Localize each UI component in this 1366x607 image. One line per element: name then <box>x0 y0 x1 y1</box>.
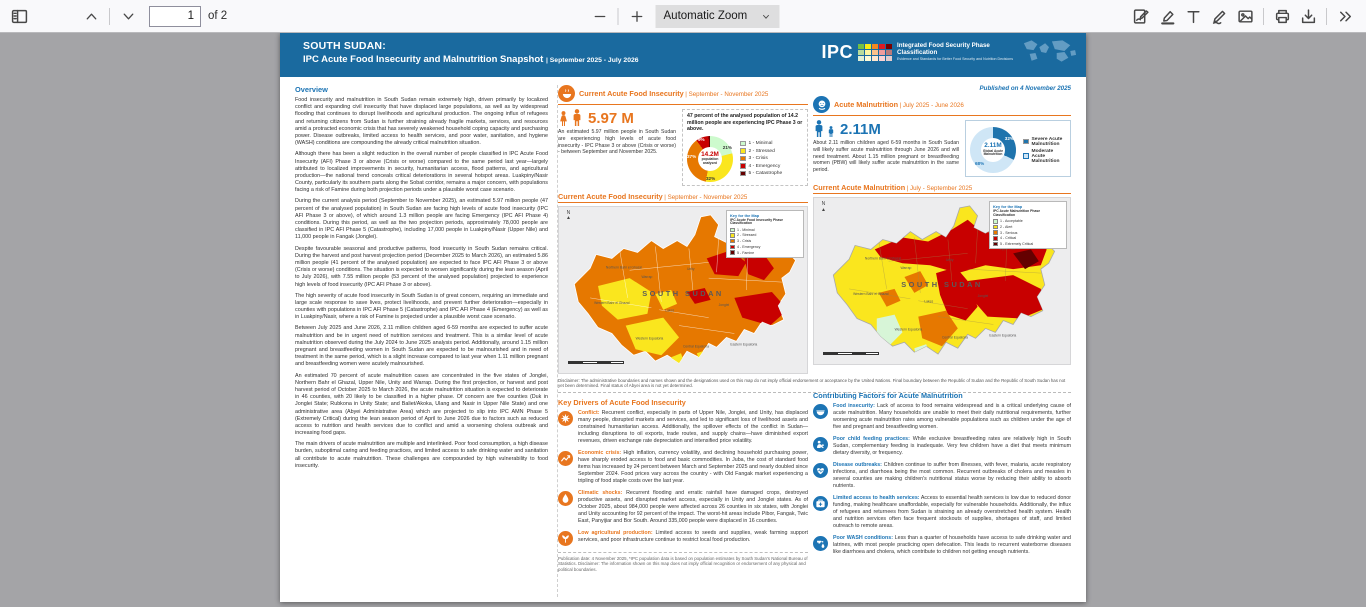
map-scale-bar <box>568 361 624 364</box>
factor-item-poor-child-feeding <box>813 436 1071 457</box>
overview-column <box>295 85 558 597</box>
map-state-label: Central Equatoria <box>942 335 969 340</box>
print-button[interactable] <box>1269 3 1295 29</box>
amn-donut-panel <box>965 120 1071 177</box>
published-date: Published on 4 November 2025 <box>979 85 1071 92</box>
donut-label: 32% <box>1004 136 1014 141</box>
pencil-icon <box>1211 8 1228 25</box>
food-bowl-icon <box>558 85 575 102</box>
legend-swatch <box>730 233 735 238</box>
driver-item-economic-crisis <box>558 450 808 485</box>
legend-label: 4 - Emergency <box>737 244 761 249</box>
legend-swatch <box>740 163 746 169</box>
save-button[interactable] <box>1295 3 1321 29</box>
map-legend-title: Key for the Map <box>730 212 760 218</box>
legend-label: Severe Acute Malnutrition <box>1031 136 1063 147</box>
legend-label: 1 - Acceptable <box>1000 219 1023 224</box>
amn-donut-legend <box>1023 137 1066 164</box>
water-tap-icon <box>813 536 828 551</box>
next-page-button[interactable] <box>115 3 141 29</box>
legend-swatch <box>740 148 746 154</box>
map-state-label: Eastern Equatoria <box>989 333 1017 338</box>
minus-icon <box>592 9 607 24</box>
legend-swatch <box>740 141 746 147</box>
ipc-logo-tagline: Evidence and Standards for Better Food Security and Nutrition Decisions <box>897 57 1014 62</box>
compass-north-icon: N ▲ <box>821 201 826 213</box>
add-text-button[interactable] <box>1180 3 1206 29</box>
legend-swatch <box>730 239 735 244</box>
donut-label: 68% <box>975 161 985 166</box>
document-header <box>280 33 1086 77</box>
document-page <box>280 33 1086 602</box>
afi-map-legend <box>726 210 804 258</box>
compass-north-icon: N ▲ <box>566 209 571 221</box>
ipc-logo <box>821 37 1078 67</box>
image-icon <box>1237 8 1254 25</box>
legend-label: 3 - Crisis <box>737 239 752 244</box>
map-scale-bar <box>823 352 879 355</box>
zoom-in-button[interactable] <box>624 3 650 29</box>
previous-page-button[interactable] <box>78 3 104 29</box>
medical-kit-icon <box>813 496 828 511</box>
download-icon <box>1300 8 1317 25</box>
afi-map <box>558 206 808 374</box>
economic-crisis-icon <box>558 451 573 466</box>
map-state-label: Northern Bahr el Ghazal <box>864 256 901 261</box>
document-body <box>280 77 1086 602</box>
driver-label: Economic crisis: <box>578 449 622 456</box>
factor-text: Less than a quarter of households have access to safe drinking water and latrines, with most people practicing open defecation. This leads to recurrent waterborne diseases like diarrhoea and cholera, which contribute to children not getting enough nutrients. <box>833 534 1071 555</box>
publication-footnote: Publication date: 4 November 2025, *IPC population data is based on population estimates by South Sudan's National Bureau of Statistics. Disclaimer: The information shown on this map does not imply official recognition or endorsement of any physical and political boundaries. <box>558 552 808 573</box>
chevron-down-icon <box>761 11 772 22</box>
legend-swatch <box>1023 153 1029 159</box>
amn-stat-caption: About 2.11 million children aged 6-59 months in South Sudan will likely suffer acute malnutrition through June 2026 and will need treatment. About 1.15 million pregnant or breastfeeding women (PBW) will likely suffer acute malnutrition in the same period. <box>813 140 959 173</box>
amn-stats <box>813 120 1071 177</box>
legend-label: 4 - Emergency <box>748 163 781 169</box>
signature-icon <box>1133 8 1150 25</box>
map-state-label: Eastern Equatoria <box>730 341 758 346</box>
overview-paragraph: The high severity of acute food insecurity in South Sudan is of great concern, requiring an immediate and large scale response to save lives, protect livelihoods, and prevent further deterioration—especially in counties with populations in IPC AFI Phase 5 (Catastrophe) and IPC AFI Phase 4 (Emergency) as well as in Luakpiny/Nasir, where a risk of Famine is projected under a plausible worst case scenario. <box>295 292 548 321</box>
afi-heading-dates: | September - November 2025 <box>685 91 769 98</box>
ipc-logo-name: Integrated Food Security Phase Classification <box>897 42 990 57</box>
factor-item-limited-health-access <box>813 495 1071 530</box>
driver-label: Conflict: <box>578 409 600 416</box>
legend-label: 3 - Crisis <box>748 156 768 161</box>
legend-label: 5 - Catastrophe <box>748 171 783 176</box>
map-state-label: Central Equatoria <box>683 343 710 348</box>
factor-label: Food insecurity: <box>833 403 875 409</box>
legend-swatch <box>993 225 998 230</box>
amn-donut-center-label: Global Acute Malnutrition <box>982 148 1004 157</box>
contributing-factors-title: Contributing Factors for Acute Malnutrition <box>813 391 963 400</box>
amn-section-header <box>813 96 1071 116</box>
driver-label: Low agricultural production: <box>578 529 653 536</box>
page-number-input[interactable] <box>149 6 201 27</box>
legend-swatch <box>740 171 746 177</box>
conflict-icon <box>558 411 573 426</box>
man-icon <box>571 109 583 126</box>
afi-stat-value: 5.97 M <box>588 110 634 127</box>
page-count-label: of 2 <box>208 10 228 22</box>
driver-item-climatic-shocks <box>558 490 808 525</box>
afi-donut-panel <box>682 109 808 186</box>
amn-donut-center-value: 2.11M <box>984 142 1002 150</box>
legend-label: Moderate Acute Malnutrition <box>1031 148 1060 164</box>
factor-text: Children continue to suffer from illnesses, with fever, malaria, acute respiratory infections, and diarrhoea being the most common. Recurrent outbreaks of cholera and measles in several counties are making children's nutritional status worse by reducing their ability to absorb nutrients. <box>833 461 1072 489</box>
factor-text: Access to essential health services is low due to reduced donor funding, making healthcare unaffordable, especially for vulnerable households. Additionally, the influx of refugees and returnees from Sudan is straining an already overstretched health system. Health and nutrition services often face frequent stockouts of supplies, shortages of staff, and limited outreach to remote areas. <box>833 494 1071 529</box>
donut-label: 37% <box>687 153 697 159</box>
amn-heading: Acute Malnutrition <box>834 100 899 109</box>
driver-item-conflict <box>558 410 808 445</box>
map-state-label: Warrap <box>641 274 653 279</box>
afi-donut-center-label: population analysed <box>701 157 719 165</box>
heartbeat-icon <box>813 463 828 478</box>
afi-section-header <box>558 85 808 105</box>
plus-icon <box>629 9 644 24</box>
legend-label: 2 - Alert <box>1000 224 1013 229</box>
zoom-level-select[interactable] <box>656 5 780 28</box>
legend-label: 4 - Critical <box>1000 236 1017 241</box>
more-tools-button[interactable] <box>1332 3 1358 29</box>
baby-icon <box>813 96 830 113</box>
legend-swatch <box>993 230 998 235</box>
overview-paragraph: During the current analysis period (September to November 2025), an estimated 5.97 million people (47 percent of the analysed population) in South Sudan are facing high levels of acute food insecurity (IPC AFI Phase 3 or above), of which around 1.3 million people are facing Emergency (IPC AFI Phase 4) conditions. During this period, as well as the two projection periods, approximately 78,000 people are classified in IPC AFI Phase 5 (Catastrophe), including 17,000 people in Luakpiny/Nasir (Upper Nile) and 11,000 people in Fangak (Jonglei). <box>295 198 548 241</box>
map-country-label: SOUTH SUDAN <box>901 279 983 289</box>
flood-icon <box>558 491 573 506</box>
map-disclaimer: Disclaimer: The administrative boundaries and names shown and the designations used on this map do not imply official endorsement or acceptance by the United Nations. Final boundary between the Republic of Sudan and the Republic of South Sudan has not yet been determined. Final status of Abyei area is not yet determined. <box>558 378 1071 393</box>
map-state-label: Warrap <box>900 266 912 271</box>
legend-label: 2 - Stressed <box>748 148 775 154</box>
map-country-label: SOUTH SUDAN <box>642 288 724 298</box>
afi-stats <box>558 109 808 186</box>
add-image-button[interactable] <box>1232 3 1258 29</box>
add-signature-button[interactable] <box>1128 3 1154 29</box>
driver-item-low-agricultural-production <box>558 530 808 546</box>
afi-donut-legend <box>740 141 782 177</box>
overview-paragraph: An estimated 70 percent of acute malnutrition cases are concentrated in the five states of Jonglei, Northern Bahr el Ghazal, Upper Nile, Unity and Warrap. During the first projection, or harvest and post harvest period of October 2025 to March 2026, the acute malnutrition situation is expected to deteriorate in 46 counties, with 20 likely to be classified in a higher phase. Of concern are five counties (Duk in Jonglei State; Rubkona in Unity State; and Baliet/Akoka, Ulang and Nasir in Upper Nile State) and one administrative area (Abyei Administrative Area) which are projected to slip into IPC AMN Phase 5 (Extremely Critical) during the lean season period of April to June 2026 due to factors such as reduced access to nutrition and health services due to conflict and amid a worsening cholera outbreak and increasing food gaps. <box>295 372 548 437</box>
legend-label: 5 - Extremely Critical <box>1000 242 1034 246</box>
map-state-label: Western Bahr el Ghazal <box>594 300 630 305</box>
factor-label: Poor child feeding practices: <box>833 435 910 442</box>
people-icons <box>558 109 676 126</box>
overview-paragraph: Between July 2025 and June 2026, 2.11 million children aged 6-59 months are expected to suffer acute malnutrition and be in urgent need of nutrition services and treatment. This is a similar level of acute malnutrition observed during the July 2024 to June 2025 analysis period. Additionally, around 1.15 million pregnant and breastfeeding women in South Sudan are expected to be malnourished and in need of treatment in the same period, which is a slight increase compared to last year when 1.11 million pregnant and breastfeeding women were acutely malnourished. <box>295 325 548 368</box>
breastfeeding-icon <box>813 437 828 452</box>
factor-text: Lack of access to food remains widespread and is a critical underlying cause of acute malnutrition. Many households are unable to meet their daily nutritional requirements, further worsening acute malnutrition rates among vulnerable populations such as children under the age of five and pregnant and breastfeeding women. <box>833 403 1071 430</box>
food-insecurity-icon <box>813 404 828 419</box>
woman-icon <box>558 111 569 126</box>
legend-swatch <box>993 242 998 247</box>
legend-swatch <box>730 245 735 250</box>
highlighter-icon <box>1159 8 1176 25</box>
legend-swatch <box>740 156 746 162</box>
driver-text: Recurrent conflict, especially in parts of Upper Nile, Jonglei, and Unity, has displaced many people, disrupted markets and services, and led to significant loss of livelihood assets and constrained humanitarian access. Additionally, the spillover effects of the conflict in Sudan—including disruptions to oil exports, trade routes, and supply chains—have diminished export revenues, driven exchange rate depreciation and intensified price volatility. <box>578 409 808 444</box>
map-legend-subtitle: IPC Acute Food Insecurity Phase Classification <box>730 217 784 226</box>
afi-stat-caption: An estimated 5.97 million people in South Sudan are experiencing high levels of acute food insecurity - IPC Phase 3 or above (Crisis or worse) - between September and November 2025. <box>558 129 676 156</box>
legend-swatch <box>730 250 735 255</box>
child-icon <box>827 126 835 137</box>
factor-text: While exclusive breastfeeding rates are relatively high in South Sudan, complementary feeding is inadequate. Very few children have a diet that meets minimum dietary diversity, or frequency. <box>833 435 1071 456</box>
afi-donut-note: 47 percent of the analysed population of 14.2 million people are experiencing IPC Phase 3 or above. <box>687 113 803 132</box>
amn-map <box>813 197 1071 365</box>
driver-text: Limited access to seeds and supplies, weak farming support services, and poor infrastructure continue to restrict local food production. <box>578 529 808 543</box>
legend-swatch <box>993 236 998 241</box>
double-chevron-right-icon <box>1337 8 1354 25</box>
factor-item-disease-outbreaks <box>813 462 1071 490</box>
donut-label: 21% <box>722 144 732 150</box>
map-legend-subtitle: IPC Acute Malnutrition Phase Classification <box>993 209 1041 217</box>
highlight-button[interactable] <box>1154 3 1180 29</box>
zoom-out-button[interactable] <box>587 3 613 29</box>
map-state-label: Western Equatoria <box>894 327 923 332</box>
document-country-title: SOUTH SUDAN: <box>303 40 386 52</box>
adult-icon <box>813 120 825 137</box>
donut-label: 32% <box>706 175 716 181</box>
agriculture-icon <box>558 531 573 546</box>
amn-heading-dates: | July 2025 - June 2026 <box>899 102 964 109</box>
afi-map-header <box>558 192 808 203</box>
chevron-up-icon <box>84 9 99 24</box>
ipc-logo-grid <box>858 44 892 61</box>
afi-map-dates: | September - November 2025 <box>664 193 748 201</box>
amn-map-header <box>813 183 1071 194</box>
factor-item-poor-wash <box>813 535 1071 556</box>
legend-swatch <box>730 228 735 233</box>
map-state-label: Jonglei <box>718 302 730 307</box>
donut-label: 9% <box>698 136 705 142</box>
afi-donut-center-value: 14.2M <box>701 150 719 158</box>
legend-label: 1 - Minimal <box>737 227 755 232</box>
text-tool-icon <box>1185 8 1202 25</box>
map-state-label: Lakes <box>924 299 934 304</box>
legend-label: 2 - Stressed <box>737 233 757 238</box>
factor-label: Disease outbreaks: <box>833 461 882 468</box>
amn-map-dates: | July - September 2025 <box>906 185 973 192</box>
amn-stat-value: 2.11M <box>840 121 881 138</box>
map-state-label: Unity <box>945 258 954 263</box>
world-map-icon <box>1020 37 1078 67</box>
afi-donut-chart <box>687 136 733 182</box>
zoom-level-label: Automatic Zoom <box>663 10 748 22</box>
map-state-label: Unity <box>686 266 695 271</box>
map-legend-title: Key for the Map <box>993 204 1023 209</box>
driver-text: High inflation, currency volatility, and declining household purchasing power, have sharply eroded access to food and basic commodities. In Juba, the cost of standard food items has increased by 24 percent between March and September 2025 and nearly doubled since September 2024. Food prices vary across the country - with Old Fangak market experiencing a tripling of food staple costs over the last year. <box>578 449 808 484</box>
factor-label: Poor WASH conditions: <box>833 534 893 541</box>
ipc-logo-acronym: IPC <box>821 41 853 62</box>
pdf-canvas <box>0 33 1366 607</box>
overview-paragraph: Despite favourable seasonal and productive patterns, food insecurity in South Sudan remains critical. During the harvest and post harvest projection period (December 2025 to March 2026), an estimated 5.86 million people (41 percent of the analysed population) are expected to face IPC AFI Phase 3 or above (Crisis or worse) conditions. The situation is expected to worsen significantly during the lean season (April to July 2026), with 7.55 million people (53 percent of the analysed population) projected to experience high levels of food insecurity (IPC AFI Phase 3 or above). <box>295 245 548 288</box>
amn-map-legend <box>989 201 1067 249</box>
legend-swatch <box>1023 139 1029 145</box>
factor-label: Limited access to health services: <box>833 494 920 501</box>
map-state-label: Western Bahr el Ghazal <box>853 291 889 296</box>
legend-label: 3 - Serious <box>1000 230 1018 235</box>
chevron-down-icon <box>121 9 136 24</box>
malnutrition-column <box>813 85 1071 561</box>
legend-swatch <box>993 219 998 224</box>
overview-paragraph: Food insecurity and malnutrition in South Sudan remain extremely high, driven primarily by localized conflict and expanding civil insecurity that have displaced large populations, as well as by widespread flooding that continues to disrupt livelihoods and agricultural production. The ongoing influx of refugees and returning citizens from Sudan is further straining already fragile markets, services, and resources amid a protracted economic crisis that has severely weakened household coping capacity and purchasing power. Disease outbreaks, limited access to health services, and poor water, sanitation, and hygiene (WASH) conditions are compounding the already critical malnutrition situation. <box>295 97 548 147</box>
sidebar-toggle-button[interactable] <box>6 3 32 29</box>
overview-paragraph: Although there has been a slight reduction in the overall number of people classified in IPC Acute Food Insecurity (AFI) Phase 3 or above (Crisis or worse) compared to the same period last year—largely attributed to localized improvements in security, humanitarian access, flood patterns, and agricultural production—the national trend conceals critical deteriorations in several hotspot areas. Luakpiny/Nasir County, particularly its southern parts along the Sobat corridor, remains a major concern, with populations facing a risk of Famine during both projection periods under a plausible worst case scenario. <box>295 151 548 194</box>
overview-title: Overview <box>295 85 328 94</box>
amn-map-title: Current Acute Malnutrition <box>813 183 906 192</box>
adult-child-icons <box>813 120 959 137</box>
document-date-range: | September 2025 - July 2026 <box>545 57 639 64</box>
afi-map-title: Current Acute Food Insecurity <box>558 191 663 201</box>
afi-heading: Current Acute Food Insecurity <box>579 89 684 98</box>
map-state-label: Lakes <box>665 308 675 313</box>
amn-donut-chart <box>970 127 1016 173</box>
map-state-label: Western Equatoria <box>635 335 664 340</box>
printer-icon <box>1274 8 1291 25</box>
key-drivers-title: Key Drivers of Acute Food Insecurity <box>558 397 686 407</box>
legend-label: 1 - Minimal <box>748 141 773 146</box>
overview-paragraph: The main drivers of acute malnutrition are multiple and interlinked. Poor food consumption, a high disease burden, suboptimal caring and feeding practices, and limited access to safe drinking water and sanitation all contribute to acute malnutrition. These challenges are compounded by high vulnerability to food insecurity. <box>295 441 548 469</box>
map-state-label: Jonglei <box>977 293 989 298</box>
factor-item-food-insecurity <box>813 403 1071 431</box>
driver-text: Recurrent flooding and erratic rainfall have damaged crops, destroyed productive assets, and disrupted market access, especially in Unity and Jonglei states. As of October 2025, about 984,000 people were affected across 26 counties in six states, with Jonglei and Unity accounting for 92 percent of the impact. The worst-hit areas include Pibor, Fangak, Twic East, Panyijiar and Bor South. Around 335,000 people were displaced in 16 counties. <box>578 489 808 524</box>
sidebar-toggle-icon <box>11 8 28 25</box>
pdf-toolbar <box>0 0 1366 33</box>
document-title: IPC Acute Food Insecurity and Malnutrition Snapshot <box>303 54 544 65</box>
map-state-label: Northern Bahr el Ghazal <box>605 264 642 269</box>
draw-button[interactable] <box>1206 3 1232 29</box>
legend-label: 5 - Famine <box>737 250 755 255</box>
driver-label: Climatic shocks: <box>578 489 623 496</box>
